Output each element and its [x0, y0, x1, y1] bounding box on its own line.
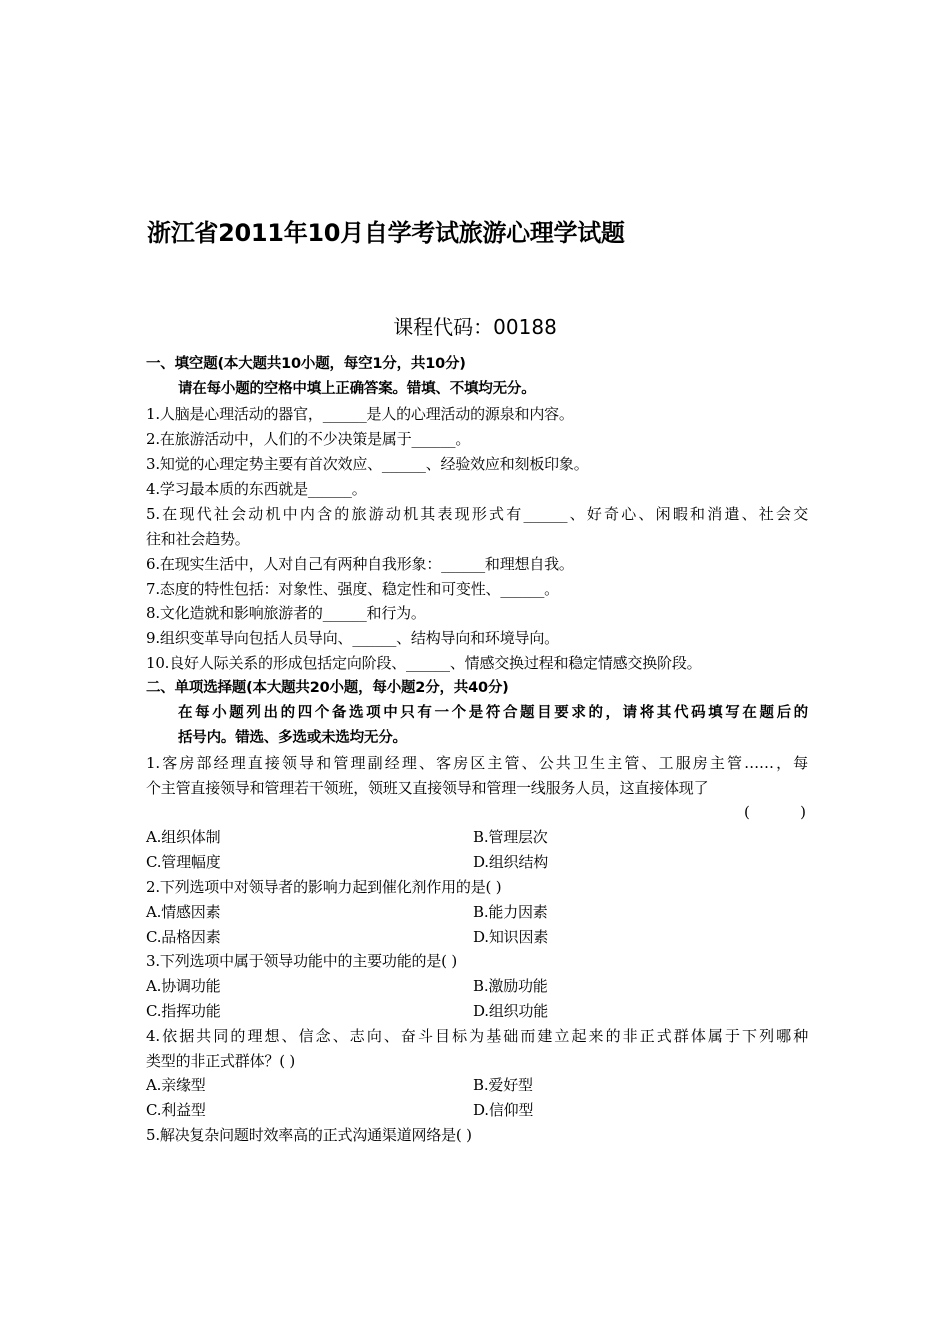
question-text: 1.人脑是心理活动的器官，______是人的心理活动的源泉和内容。: [146, 405, 574, 423]
question-text: 6.在现实生活中，人对自己有两种自我形象：______和理想自我。: [146, 555, 574, 573]
option-b: B.爱好型: [473, 1076, 533, 1094]
question-text: 5.在现代社会动机中内含的旅游动机其表现形式有______、好奇心、闲暇和消遣、社会交: [146, 505, 808, 523]
document-title: 浙江省2011年10月自学考试旅游心理学试题: [147, 219, 625, 247]
option-d: D.知识因素: [473, 928, 549, 946]
section-instruction: 括号内。错选、多选或未选均无分。: [178, 730, 407, 746]
option-b: B.能力因素: [473, 903, 548, 921]
section-instruction: 在每小题列出的四个备选项中只有一个是符合题目要求的，请将其代码填写在题后的: [178, 705, 808, 721]
section-header: 一、填空题(本大题共10小题，每空1分，共10分): [146, 356, 466, 372]
option-b: B.激励功能: [473, 977, 548, 995]
question-text: 个主管直接领导和管理若干领班，领班又直接领导和管理一线服务人员，这直接体现了: [146, 779, 709, 797]
question-text: 9.组织变革导向包括人员导向、______、结构导向和环境导向。: [146, 629, 559, 647]
option-c: C.品格因素: [146, 928, 221, 946]
section-header: 二、单项选择题(本大题共20小题，每小题2分，共40分): [146, 680, 509, 696]
option-c: C.指挥功能: [146, 1002, 221, 1020]
question-text: 8.文化造就和影响旅游者的______和行为。: [146, 604, 426, 622]
question-text: 4.学习最本质的东西就是______。: [146, 480, 367, 498]
question-text: 10.良好人际关系的形成包括定向阶段、______、情感交换过程和稳定情感交换阶段。: [146, 654, 702, 672]
question-text: 3.知觉的心理定势主要有首次效应、______、经验效应和刻板印象。: [146, 455, 589, 473]
option-d: D.信仰型: [473, 1101, 534, 1119]
option-a: A.组织体制: [146, 828, 221, 846]
section-instruction: 请在每小题的空格中填上正确答案。错填、不填均无分。: [178, 381, 536, 397]
option-d: D.组织结构: [473, 853, 549, 871]
question-text: 2.在旅游活动中，人们的不少决策是属于______。: [146, 430, 471, 448]
question-text: 4.依据共同的理想、信念、志向、奋斗目标为基础而建立起来的非正式群体属于下列哪种: [146, 1027, 808, 1045]
question-text: 1.客房部经理直接领导和管理副经理、客房区主管、公共卫生主管、工服房主管……，每: [146, 754, 808, 772]
question-text: 类型的非正式群体？( ): [146, 1052, 296, 1070]
option-c: C.管理幅度: [146, 853, 221, 871]
option-c: C.利益型: [146, 1101, 206, 1119]
question-text: 5.解决复杂问题时效率高的正式沟通渠道网络是( ): [146, 1126, 472, 1144]
option-a: A.情感因素: [146, 903, 221, 921]
answer-bracket: ( ): [744, 803, 806, 821]
option-a: A.亲缘型: [146, 1076, 206, 1094]
option-b: B.管理层次: [473, 828, 548, 846]
question-text: 3.下列选项中属于领导功能中的主要功能的是( ): [146, 952, 457, 970]
question-text: 2.下列选项中对领导者的影响力起到催化剂作用的是( ): [146, 878, 502, 896]
question-text: 往和社会趋势。: [146, 530, 250, 548]
course-code: 课程代码：00188: [393, 315, 557, 339]
option-a: A.协调功能: [146, 977, 221, 995]
option-d: D.组织功能: [473, 1002, 549, 1020]
question-text: 7.态度的特性包括：对象性、强度、稳定性和可变性、______。: [146, 580, 559, 598]
